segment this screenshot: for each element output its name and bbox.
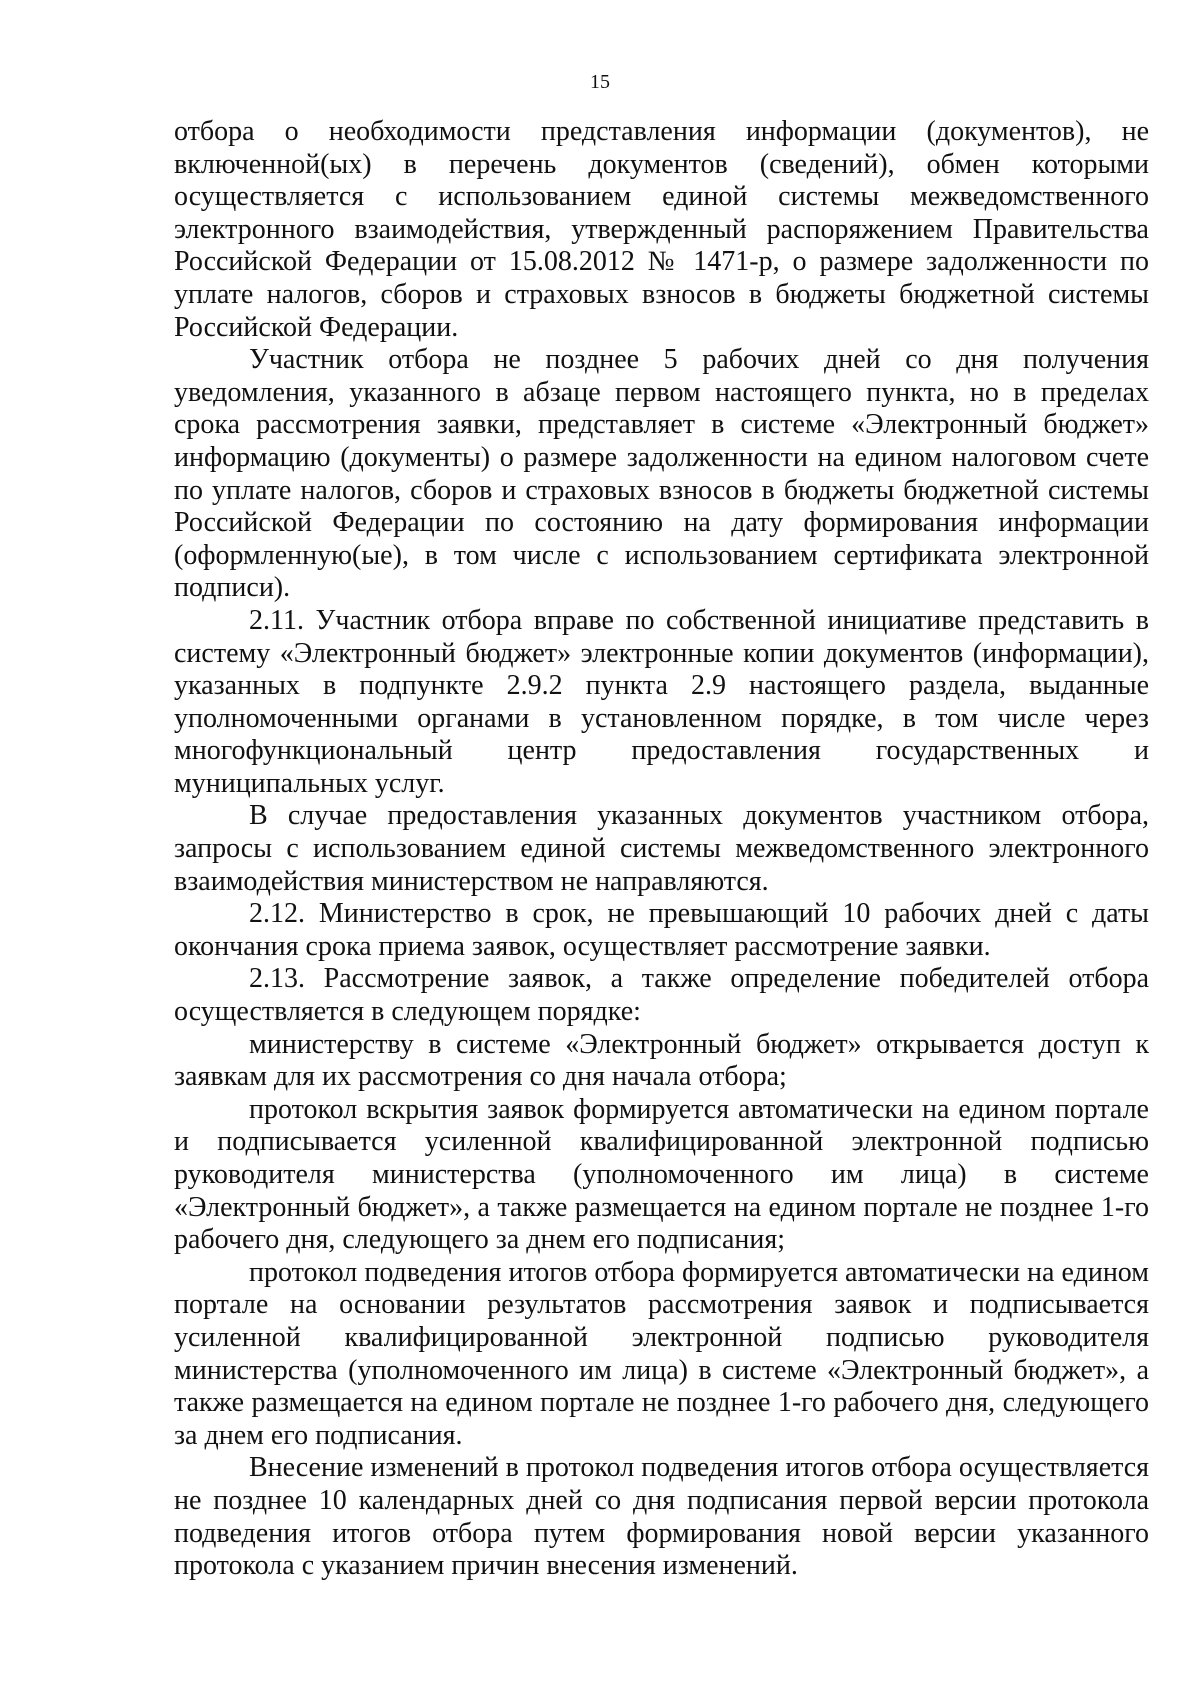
paragraph-8: протокол вскрытия заявок формируется автоматически на едином портале и подписывается усиленной квалифицированной электронной подписью руководителя министерства (уполномоченного им лица) в системе «Электронный бюджет», а также размещается на едином портале не позднее 1-го рабочего дня, следующего за днем его подписания; xyxy=(174,1093,1149,1256)
paragraph-5: 2.12. Министерство в срок, не превышающий 10 рабочих дней с даты окончания срока приема заявок, осуществляет рассмотрение заявки. xyxy=(174,898,1149,962)
paragraph-2: Участник отбора не позднее 5 рабочих дней со дня получения уведомления, указанного в абзаце первом настоящего пункта, но в пределах срока рассмотрения заявки, представляет в системе «Электронный бюджет» информацию (документы) о размере задолженности на едином налоговом счете по уплате налогов, сборов и страховых взносов в бюджеты бюджетной системы Российской Федерации по состоянию на дату формирования информации (оформленную(ые), в том числе с использованием сертификата электронной подписи). xyxy=(174,344,1149,604)
paragraph-4: В случае предоставления указанных документов участником отбора, запросы с использованием единой системы межведомственного электронного взаимодействия министерством не направляются. xyxy=(174,800,1149,897)
paragraph-6: 2.13. Рассмотрение заявок, а также определение победителей отбора осуществляется в следующем порядке: xyxy=(174,963,1149,1028)
paragraph-3: 2.11. Участник отбора вправе по собственной инициативе представить в систему «Электронный бюджет» электронные копии документов (информации), указанных в подпункте 2.9.2 пункта 2.9 настоящего раздела, выданные уполномоченными органами в установленном порядке, в том числе через многофункциональный центр предоставления государственных и муниципальных услуг. xyxy=(174,604,1149,799)
document-body xyxy=(174,116,1149,1583)
paragraph-10: Внесение изменений в протокол подведения итогов отбора осуществляется не позднее 10 календарных дней со дня подписания первой версии протокола подведения итогов отбора путем формирования новой версии указанного протокола с указанием причин внесения изменений. xyxy=(174,1452,1149,1582)
paragraph-7: министерству в системе «Электронный бюджет» открывается доступ к заявкам для их рассмотрения со дня начала отбора; xyxy=(174,1028,1149,1093)
paragraph-1: отбора о необходимости представления информации (документов), не включенной(ых) в перечень документов (сведений), обмен которыми осуществляется с использованием единой системы межведомственного электронного взаимодействия, утвержденный распоряжением Правительства Российской Федерации от 15.08.2012 № 1471-р, о размере задолженности по уплате налогов, сборов и страховых взносов в бюджеты бюджетной системы Российской Федерации. xyxy=(174,116,1149,343)
page-number: 15 xyxy=(590,71,610,93)
paragraph-9: протокол подведения итогов отбора формируется автоматически на едином портале на основании результатов рассмотрения заявок и подписывается усиленной квалифицированной электронной подписью руководителя министерства (уполномоченного им лица) в системе «Электронный бюджет», а также размещается на едином портале не позднее 1-го рабочего дня, следующего за днем его подписания. xyxy=(174,1256,1149,1451)
